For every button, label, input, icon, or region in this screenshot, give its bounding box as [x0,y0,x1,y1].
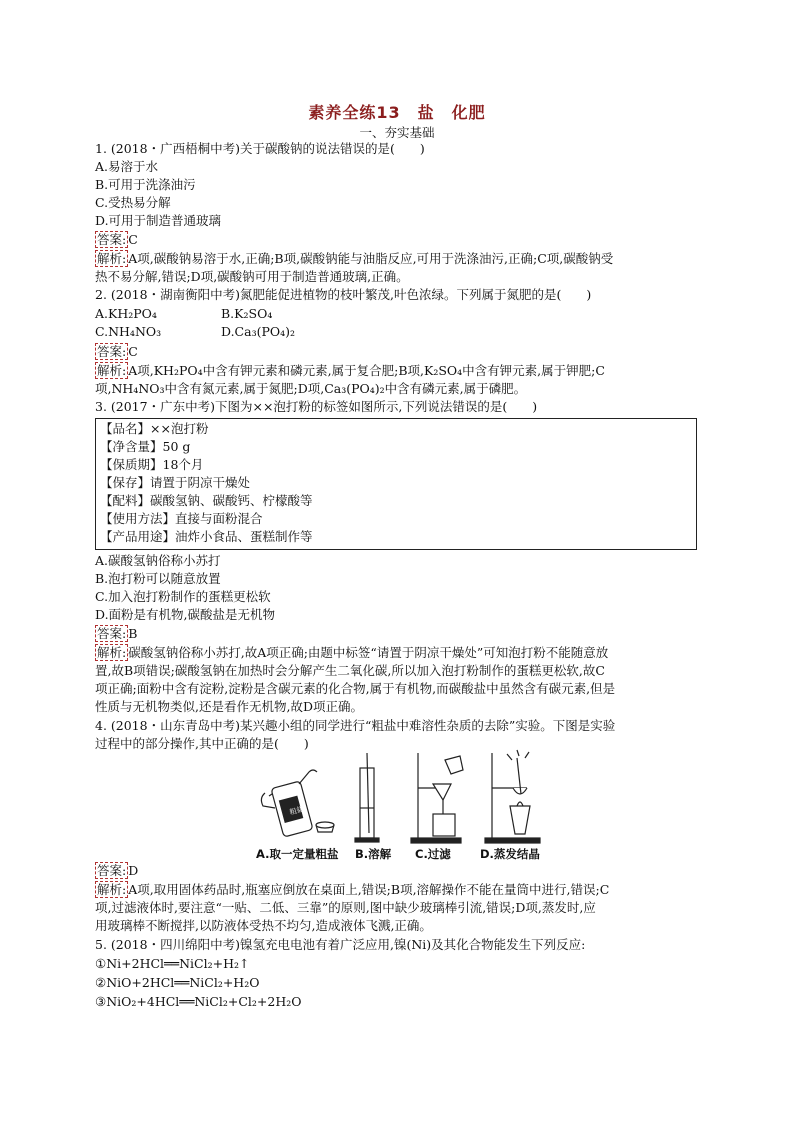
bottle-label: 粗盐 [288,805,305,817]
q3-option-a: A.碳酸氢钠俗称小苏打 [95,553,221,568]
q1-option-c: C.受热易分解 [95,195,171,210]
q5-reaction-3: ③NiO₂+4HCl══NiCl₂+Cl₂+2H₂O [95,994,302,1009]
q2-explanation-1 [95,362,605,380]
explanation-text: A项,碳酸钠易溶于水,正确;B项,碳酸钠能与油脂反应,可用于洗涤油污,正确;C项,碳酸钠受 [128,251,614,266]
q5-reaction-2: ②NiO+2HCl══NiCl₂+H₂O [95,975,260,990]
figure-caption-c: C.过滤 [415,847,451,861]
label-line: 【产品用途】油炸小食品、蛋糕制作等 [100,529,313,544]
q4-explanation-1 [95,881,609,899]
label-line: 【保质期】18个月 [100,457,204,472]
q1-explanation-1 [95,250,613,268]
q3-explanation-4: 性质与无机物类似,还是看作无机物,故D项正确。 [95,699,363,714]
figure-caption-b: B.溶解 [355,847,392,861]
q3-option-d: D.面粉是有机物,碳酸盐是无机物 [95,607,276,622]
label-line: 【保存】请置于阴凉干燥处 [100,475,251,490]
explanation-text: A项,取用固体药品时,瓶塞应倒放在桌面上,错误;B项,溶解操作不能在量筒中进行,错误;C [128,882,610,897]
question-2-stem: 2. (2018・湖南衡阳中考)氮肥能促进植物的枝叶繁茂,叶色浓绿。下列属于氮肥的是( ) [95,287,592,302]
q3-explanation-3: 项正确;面粉中含有淀粉,淀粉是含碳元素的化合物,属于有机物,而碳酸盐中虽然含有碳元素,但是 [95,681,616,696]
q3-answer [95,625,137,643]
answer-value: C [128,344,138,359]
q1-option-a: A.易溶于水 [95,159,159,174]
label-line: 【净含量】50 g [100,439,191,454]
question-4-stem-1: 4. (2018・山东青岛中考)某兴趣小组的同学进行“粗盐中难溶性杂质的去除”实验。下图是实验 [95,718,616,733]
q1-option-d: D.可用于制造普通玻璃 [95,213,222,228]
q3-explanation-2: 置,故B项错误;碳酸氢钠在加热时会分解产生二氧化碳,所以加入泡打粉制作的蛋糕更松软,故C [95,663,605,678]
explanation-tag: 解析: [97,251,127,266]
experiment-figure [255,748,555,860]
q4-answer [95,862,138,880]
figure-caption-d: D.蒸发结晶 [480,847,540,861]
answer-tag: 答案: [97,344,127,359]
q3-option-b: B.泡打粉可以随意放置 [95,571,221,586]
q1-explanation-2: 热不易分解,错误;D项,碳酸钠可用于制造普通玻璃,正确。 [95,269,409,284]
q3-option-c: C.加入泡打粉制作的蛋糕更松软 [95,589,271,604]
label-line: 【品名】××泡打粉 [100,421,209,436]
q1-answer [95,231,138,249]
section-heading: 一、夯实基础 [359,125,435,140]
evaporation-illustration [485,750,540,843]
q1-option-b: B.可用于洗涤油污 [95,177,196,192]
answer-tag: 答案: [97,863,127,878]
explanation-text: 碳酸氢钠俗称小苏打,故A项正确;由题中标签“请置于阴凉干燥处”可知泡打粉不能随意放 [128,645,609,660]
figure-caption-a: A.取一定量粗盐 [256,847,339,861]
label-line: 【使用方法】直接与面粉混合 [100,511,263,526]
page-title: 素养全练13 盐 化肥 [308,103,486,122]
product-label-box [95,418,697,550]
q2-answer [95,343,138,361]
question-1-stem: 1. (2018・广西梧桐中考)关于碳酸钠的说法错误的是( ) [95,141,425,156]
cylinder-illustration [355,753,379,842]
explanation-tag: 解析: [97,645,127,660]
question-4-stem-2: 过程中的部分操作,其中正确的是( ) [95,736,309,751]
q5-reaction-1: ①Ni+2HCl══NiCl₂+H₂↑ [95,956,250,971]
q2-option-d: D.Ca₃(PO₄)₂ [221,324,296,339]
explanation-tag: 解析: [97,363,127,378]
answer-tag: 答案: [97,626,127,641]
answer-value: D [128,863,139,878]
bottle-illustration [261,770,334,837]
explanation-tag: 解析: [97,882,127,897]
q2-explanation-2: 项,NH₄NO₃中含有氮元素,属于氮肥;D项,Ca₃(PO₄)₂中含有磷元素,属于磷肥。 [95,381,527,396]
answer-value: B [128,626,138,641]
filter-illustration [411,753,463,843]
explanation-text: A项,KH₂PO₄中含有钾元素和磷元素,属于复合肥;B项,K₂SO₄中含有钾元素,属于钾肥;C [128,363,605,378]
label-line: 【配料】碳酸氢钠、碳酸钙、柠檬酸等 [100,493,313,508]
q4-explanation-3: 用玻璃棒不断搅拌,以防液体受热不均匀,造成液体飞溅,正确。 [95,918,432,933]
answer-value: C [128,232,138,247]
question-5-stem: 5. (2018・四川绵阳中考)镍氢充电电池有着广泛应用,镍(Ni)及其化合物能发生下列反应: [95,937,586,952]
q2-option-a: A.KH₂PO₄ [95,306,157,321]
q2-option-b: B.K₂SO₄ [221,306,273,321]
question-3-stem: 3. (2017・广东中考)下图为××泡打粉的标签如图所示,下列说法错误的是( ) [95,399,538,414]
q2-option-c: C.NH₄NO₃ [95,324,162,339]
q4-explanation-2: 项,过滤液体时,要注意“一贴、二低、三靠”的原则,图中缺少玻璃棒引流,错误;D项,蒸发时,应 [95,900,596,915]
answer-tag: 答案: [97,232,127,247]
q3-explanation-1 [95,644,608,662]
